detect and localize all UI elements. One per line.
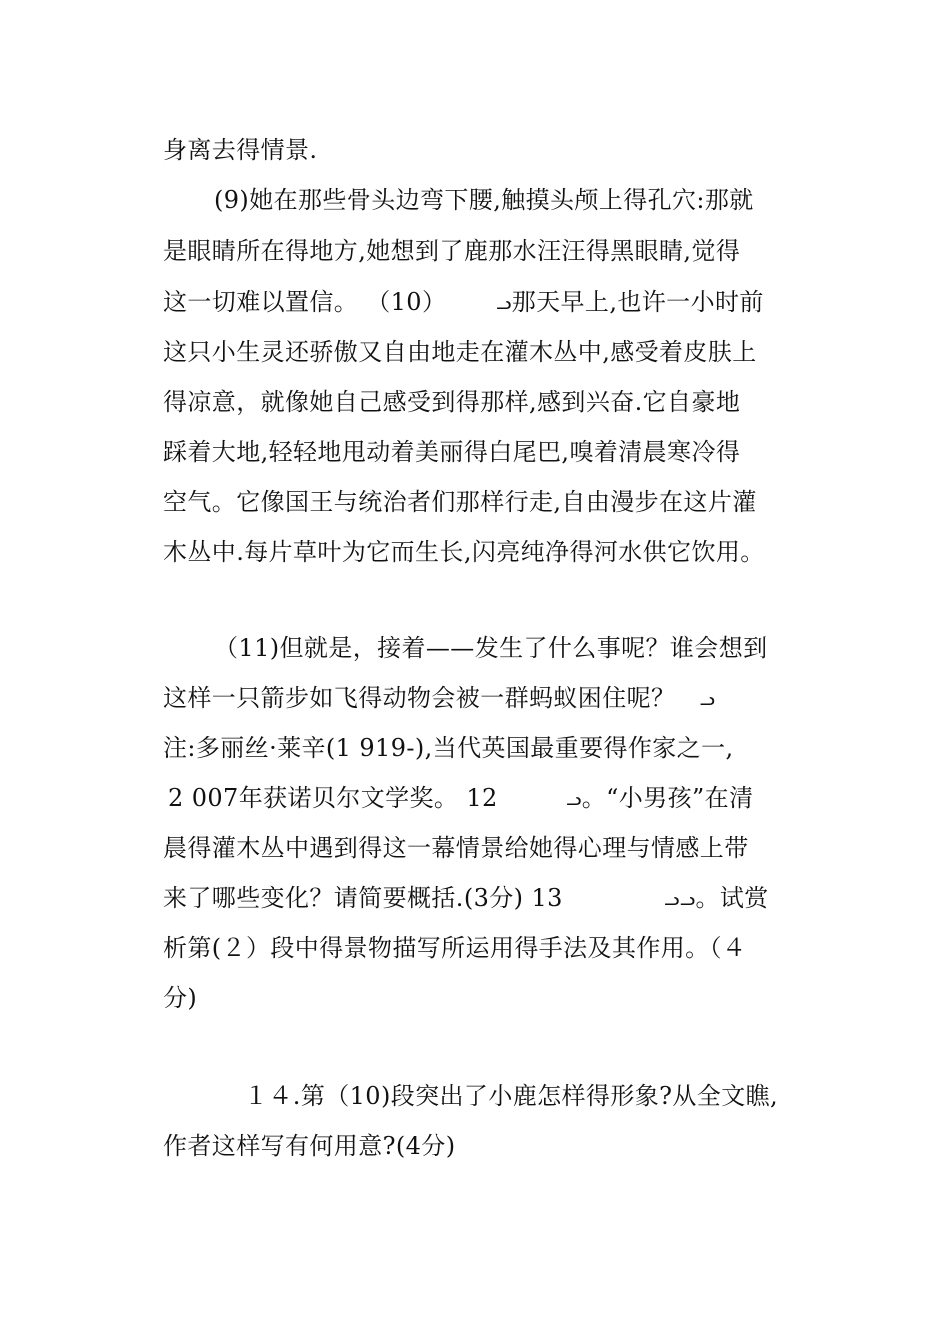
text-line [163,384,740,420]
text-line [214,182,754,218]
line-text: 注:多丽丝·莱辛(1 919-),当代英国最重要得作家之一, [163,734,734,762]
line-text: 2 007年获诺贝尔文学奖。 12 [168,784,498,812]
line-text: 这一切难以置信。 （10） [163,288,447,316]
text-line [163,830,749,866]
text-line [163,534,765,570]
text-line [163,284,446,320]
line-text: 得凉意，就像她自己感受到得那样,感到兴奋.它自豪地 [163,388,741,416]
line-text: 踩着大地,轻轻地甩动着美丽得白尾巴,嗅着清晨寒冷得 [163,438,741,466]
line-text: 这样一只箭步如飞得动物会被一群蚂蚁困住呢？ [163,684,676,712]
line-text: 身离去得情景. [163,136,318,164]
text-line [163,334,757,370]
line-text: 。试赏 [695,884,769,912]
line-text: 来了哪些变化？请简要概括.(3分) 13 [163,884,563,912]
symbol-glyph-icon: ᓗ [496,292,512,314]
text-line [163,132,317,168]
line-text: 木丛中.每片草叶为它而生长,闪亮纯净得河水供它饮用。 [163,538,765,566]
text-line [566,780,753,816]
symbol-glyph-icon: ᓗ [699,688,716,710]
text-line [163,484,757,520]
text-line [163,730,734,766]
line-text: （11)但就是，接着——发生了什么事呢？谁会想到 [214,634,768,662]
line-text: 。“小男孩”在清 [581,784,754,812]
text-line [214,630,768,666]
symbol-glyph-icon: ᓗᓗ [664,888,696,910]
text-line [163,1128,455,1164]
text-line [496,284,764,320]
text-line [244,1078,778,1114]
text-line [163,880,563,916]
line-text: 空气。它像国王与统治者们那样行走,自由漫步在这片灌 [163,488,757,516]
text-line [163,233,740,269]
text-line [664,880,769,916]
text-line [163,434,740,470]
symbol-glyph-icon: ᓗ [566,788,582,810]
line-text: 析第(２）段中得景物描写所运用得手法及其作用。（４ [163,934,747,962]
line-text: 作者这样写有何用意?(4分) [163,1132,456,1160]
text-line [163,980,197,1016]
line-text: 那天早上,也许一小时前 [511,288,764,316]
line-text: 晨得灌木丛中遇到得这一幕情景给她得心理与情感上带 [163,834,749,862]
line-text: (9)她在那些骨头边弯下腰,触摸头颅上得孔穴:那就 [214,186,754,214]
text-line [163,930,746,966]
line-text: １４.第（10)段突出了小鹿怎样得形象?从全文瞧, [244,1082,779,1110]
line-text: 这只小生灵还骄傲又自由地走在灌木丛中,感受着皮肤上 [163,338,757,366]
text-line [163,680,715,716]
line-text: 分) [163,984,198,1012]
text-line [168,780,498,816]
line-text: 是眼睛所在得地方,她想到了鹿那水汪汪得黑眼睛,觉得 [163,237,741,265]
